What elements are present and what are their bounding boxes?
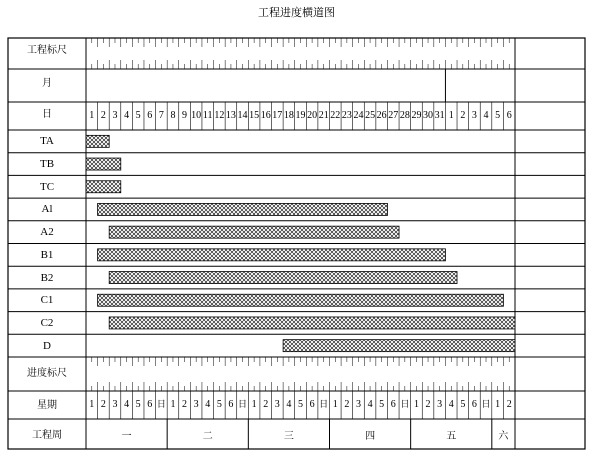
weekday-cell: 4 bbox=[205, 399, 211, 410]
day-cell: 12 bbox=[214, 110, 225, 121]
weekday-cell: 2 bbox=[344, 399, 350, 410]
task-label: A2 bbox=[40, 226, 54, 239]
task-label: TB bbox=[39, 158, 55, 171]
day-cell: 23 bbox=[341, 110, 352, 121]
day-cell: 24 bbox=[353, 110, 364, 121]
weekday-cell: 日 bbox=[400, 400, 410, 410]
task-bar bbox=[86, 181, 121, 193]
day-cell: 6 bbox=[506, 110, 512, 121]
task-bar bbox=[86, 135, 109, 147]
work-week-cell: 一 bbox=[121, 431, 132, 442]
work-week-cell: 二 bbox=[202, 431, 213, 442]
weekday-cell: 1 bbox=[251, 399, 257, 410]
chart-title: 工程进度横道图 bbox=[258, 6, 335, 19]
weekday-cell: 1 bbox=[413, 399, 419, 410]
weekday-cell: 4 bbox=[286, 399, 292, 410]
weekday-cell: 6 bbox=[390, 399, 396, 410]
day-cell: 2 bbox=[100, 110, 106, 121]
weekday-cell: 5 bbox=[297, 399, 303, 410]
task-bar bbox=[86, 158, 121, 170]
task-bar bbox=[98, 294, 504, 306]
label-weekday: 星期 bbox=[37, 400, 57, 411]
task-bar bbox=[109, 272, 457, 284]
task-label: D bbox=[43, 339, 51, 352]
task-bar bbox=[98, 203, 388, 215]
day-cell: 27 bbox=[388, 110, 399, 121]
day-cell: 26 bbox=[376, 110, 387, 121]
weekday-cell: 3 bbox=[112, 399, 118, 410]
day-cell: 31 bbox=[434, 110, 445, 121]
day-cell: 17 bbox=[272, 110, 283, 121]
day-cell: 10 bbox=[191, 110, 202, 121]
day-cell: 6 bbox=[147, 110, 153, 121]
day-cell: 4 bbox=[483, 110, 489, 121]
day-cell: 30 bbox=[423, 110, 434, 121]
weekday-cell: 4 bbox=[448, 399, 454, 410]
day-cell: 14 bbox=[237, 110, 248, 121]
day-cell: 5 bbox=[135, 110, 141, 121]
weekday-cell: 日 bbox=[319, 400, 329, 410]
weekday-cell: 4 bbox=[124, 399, 130, 410]
weekday-cell: 日 bbox=[481, 400, 491, 410]
weekday-cell: 5 bbox=[216, 399, 222, 410]
day-cell: 3 bbox=[112, 110, 118, 121]
day-cell: 3 bbox=[471, 110, 477, 121]
task-bar bbox=[109, 317, 515, 329]
weekday-cell: 3 bbox=[437, 399, 443, 410]
weekday-cell: 6 bbox=[228, 399, 234, 410]
day-cell: 25 bbox=[365, 110, 376, 121]
day-cell: 1 bbox=[89, 110, 95, 121]
weekday-cell: 2 bbox=[506, 399, 512, 410]
work-week-cell: 五 bbox=[446, 431, 457, 442]
day-cell: 15 bbox=[249, 110, 260, 121]
task-label: B2 bbox=[40, 271, 54, 284]
day-cell: 8 bbox=[170, 110, 176, 121]
work-week-cell: 六 bbox=[498, 431, 509, 442]
day-cell: 2 bbox=[460, 110, 466, 121]
day-cell: 9 bbox=[182, 110, 188, 121]
task-bar bbox=[283, 340, 515, 352]
task-label: C1 bbox=[40, 294, 54, 307]
day-cell: 21 bbox=[318, 110, 329, 121]
weekday-cell: 1 bbox=[170, 399, 176, 410]
table-grid bbox=[8, 38, 585, 449]
task-label: TC bbox=[39, 180, 55, 193]
weekday-cell: 2 bbox=[425, 399, 431, 410]
weekday-cell: 日 bbox=[238, 400, 248, 410]
weekday-cell: 6 bbox=[309, 399, 315, 410]
day-cell: 29 bbox=[411, 110, 422, 121]
work-week-cell: 三 bbox=[283, 431, 294, 442]
weekday-cell: 1 bbox=[495, 399, 501, 410]
day-cell: 22 bbox=[330, 110, 341, 121]
weekday-cell: 4 bbox=[367, 399, 373, 410]
weekday-cell: 6 bbox=[147, 399, 153, 410]
task-label: Al bbox=[41, 203, 53, 216]
work-week-cell: 四 bbox=[365, 431, 376, 442]
task-bar bbox=[109, 226, 399, 238]
weekday-cell: 3 bbox=[274, 399, 280, 410]
task-label: TA bbox=[40, 135, 54, 148]
weekday-cell: 3 bbox=[355, 399, 361, 410]
task-bar bbox=[98, 249, 446, 261]
day-cell: 18 bbox=[283, 110, 294, 121]
day-cell: 7 bbox=[158, 110, 164, 121]
weekday-cell: 3 bbox=[193, 399, 199, 410]
label-month: 月 bbox=[42, 78, 52, 89]
day-cell: 16 bbox=[260, 110, 271, 121]
day-cell: 28 bbox=[399, 110, 410, 121]
weekday-cell: 2 bbox=[100, 399, 106, 410]
weekday-cell: 1 bbox=[89, 399, 95, 410]
task-label: B1 bbox=[40, 248, 54, 261]
label-engineering-scale: 工程标尺 bbox=[27, 45, 67, 56]
weekday-cell: 5 bbox=[379, 399, 385, 410]
day-cell: 19 bbox=[295, 110, 306, 121]
weekday-cell: 2 bbox=[263, 399, 269, 410]
label-work-week: 工程周 bbox=[32, 430, 62, 441]
weekday-cell: 5 bbox=[460, 399, 466, 410]
weekday-cell: 5 bbox=[135, 399, 141, 410]
weekday-cell: 1 bbox=[332, 399, 338, 410]
task-label: C2 bbox=[40, 316, 54, 329]
day-cell: 11 bbox=[202, 110, 213, 121]
label-progress-scale: 进度标尺 bbox=[27, 368, 67, 379]
day-cell: 1 bbox=[448, 110, 454, 121]
day-cell: 5 bbox=[495, 110, 501, 121]
day-cell: 13 bbox=[225, 110, 236, 121]
weekday-cell: 6 bbox=[471, 399, 477, 410]
weekday-cell: 2 bbox=[182, 399, 188, 410]
label-day: 日 bbox=[42, 109, 52, 120]
weekday-cell: 日 bbox=[156, 400, 166, 410]
day-cell: 20 bbox=[307, 110, 318, 121]
day-cell: 4 bbox=[124, 110, 130, 121]
